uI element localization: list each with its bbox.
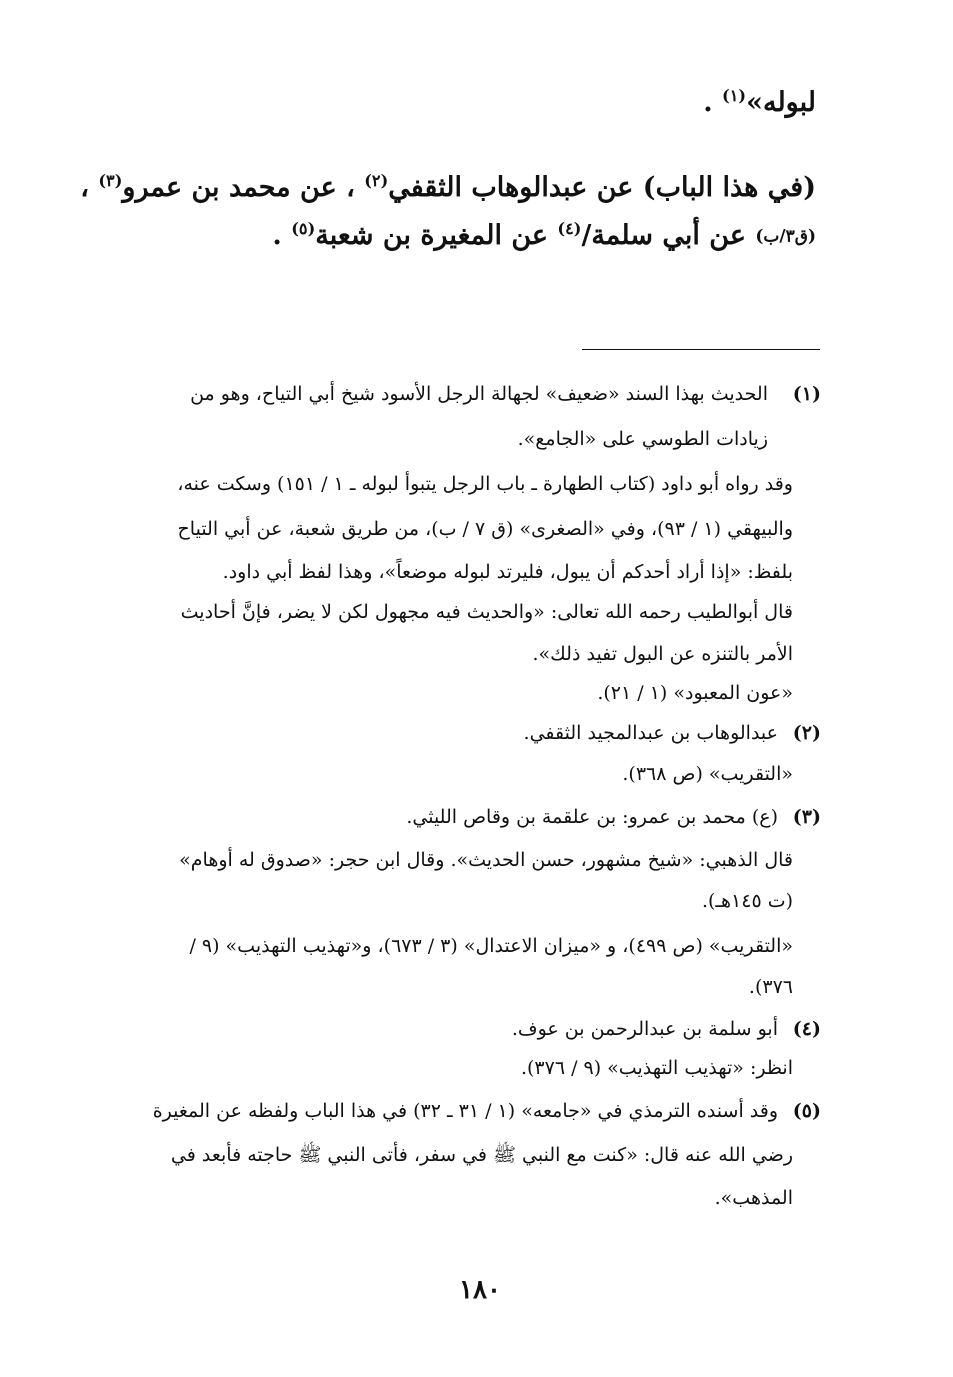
main-line-3 [272, 220, 816, 251]
footnote-line: بلفظ: «إذا أراد أحدكم أن يبول، فليرتد لبوله موضعاً»، وهذا لفظ أبي داود. [222, 561, 793, 583]
footnote-number: (٣) [792, 806, 821, 828]
footnote-line: «التقريب» (ص ٣٦٨). [622, 763, 793, 785]
page-number: ١٨٠ [459, 1275, 501, 1305]
footnote-line: (ع) محمد بن عمرو: بن علقمة بن وقاص الليثي. [406, 806, 778, 828]
footnote-line: عبدالوهاب بن عبدالمجيد الثقفي. [523, 722, 778, 744]
footnote-line: والبيهقي (١ / ٩٣)، وفي «الصغرى» (ق ٧ / ب)، من طريق شعبة، عن أبي التياح [177, 518, 793, 540]
main-text: (في هذا الباب) عن عبدالوهاب الثقفي [388, 172, 816, 203]
manuscript-folio-marker: (ق٣/ب) [755, 226, 816, 247]
footnote-line: قال أبوالطيب رحمه الله تعالى: «والحديث فيه مجهول لكن لا يضر، فإنَّ أحاديث [180, 601, 793, 623]
footnote-line: «التقريب» (ص ٤٩٩)، و «ميزان الاعتدال» (٣ / ٦٧٣)، و«تهذيب التهذيب» (٩ / [189, 935, 793, 957]
main-text: لبوله» [746, 87, 816, 118]
footnote-line: وقد أسنده الترمذي في «جامعه» (١ / ٣١ ـ ٣٢) في هذا الباب ولفظه عن المغيرة [152, 1100, 778, 1122]
footnote-ref: (٥) [291, 219, 316, 238]
footnote-number: (٥) [792, 1100, 821, 1122]
footnote-number: (٤) [792, 1018, 821, 1040]
footnote-line: «عون المعبود» (١ / ٢١). [597, 682, 793, 704]
main-text: ، عن محمد بن عمرو [122, 172, 365, 203]
footnote-ref: (٤) [557, 219, 582, 238]
footnote-ref: (٣) [98, 171, 123, 190]
main-text: ، [80, 172, 99, 203]
main-text: . [272, 220, 292, 251]
main-text: عن المغيرة بن شعبة [315, 220, 558, 251]
footnote-ref: (٢) [364, 171, 389, 190]
footnote-line: الأمر بالتنزه عن البول تفيد ذلك». [532, 643, 793, 665]
footnote-line: رضي الله عنه قال: «كنت مع النبي ﷺ في سفر، فأتى النبي ﷺ حاجته فأبعد في [170, 1144, 793, 1166]
footnote-line: الحديث بهذا السند «ضعيف» لجهالة الرجل الأسود شيخ أبي التياح، وهو من [190, 383, 768, 405]
footnote-line: ٣٧٦). [748, 976, 793, 998]
main-line-1 [703, 87, 816, 118]
footnote-line: وقد رواه أبو داود (كتاب الطهارة ـ باب الرجل يتبوأ لبوله ـ ١ / ١٥١) وسكت عنه، [177, 473, 793, 495]
footnote-line: قال الذهبي: «شيخ مشهور، حسن الحديث». وقال ابن حجر: «صدوق له أوهام» [179, 849, 793, 871]
footnote-ref: (١) [722, 86, 747, 105]
footnote-line: زيادات الطوسي على «الجامع». [517, 428, 768, 450]
main-line-2 [80, 172, 816, 203]
main-text: . [703, 87, 723, 118]
footnote-line: المذهب». [714, 1187, 793, 1209]
footnote-line: انظر: «تهذيب التهذيب» (٩ / ٣٧٦). [520, 1057, 793, 1079]
footnote-line: أبو سلمة بن عبدالرحمن بن عوف. [511, 1018, 778, 1040]
main-text: عن أبي سلمة/ [581, 220, 756, 251]
footnote-line: (ت ١٤٥هـ). [701, 890, 793, 912]
footnote-number: (١) [792, 383, 821, 405]
footnote-number: (٢) [792, 722, 821, 744]
footnote-separator [582, 349, 820, 350]
